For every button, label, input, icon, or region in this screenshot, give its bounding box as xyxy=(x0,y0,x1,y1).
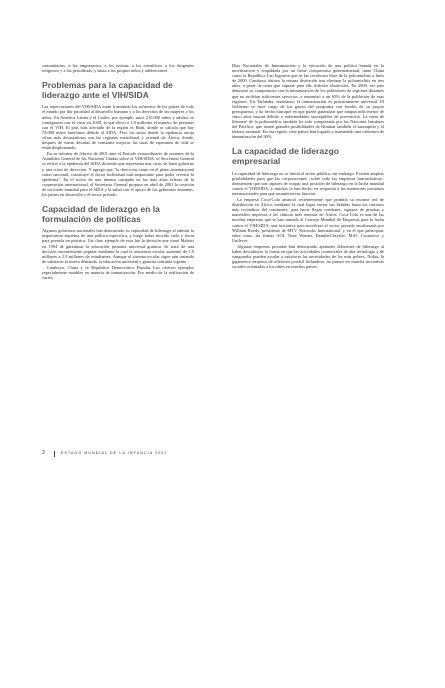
body-paragraph: La capacidad de liderazgo no se limita al sector público, sin embargo. Existen amplias posibilidades para que las corporaciones –sobre todo las empresas farmacéuticas– demuestren que son capaces de ocupar una posición de liderazgo en la lucha mundial contra el VIH/SIDA, y muchas lo han hecho en respuesta a las numerosas presiones internacionales para que asumieran esa función. xyxy=(232,170,384,196)
publication-title: ESTADO MUNDIAL DE LA INFANCIA 2002 xyxy=(61,451,168,455)
body-paragraph: Las repercusiones del VIH/SIDA están frustrando los esfuerzos de los países de todo el mundo por dar prioridad al desarrollo humano y a los derechos de las mujeres y los niños. En América Latina y el Caribe, por ejemplo, unos 210.000 niños y adultos se contagiaron con el virus en 2000, lo que elevó a 1,8 millones el número de personas con el VIH. El país más afectado de la región es Haití, donde se calcula que hay 74.000 niños huérfanos debido al SIDA. Pero los sitios donde la epidemia arroja cifras más devastadoras son las regiones meridional y oriental de África, donde, después de varias décadas de constante mejoría, las tasas de esperanza de vida se están desplomando. xyxy=(42,104,194,151)
intro-paragraph: comunitarios, a los empresarios, a los artistas, a los científicos, a los dirigentes religiosos y a los periodistas; y hasta a los propios niños y adolescentes. xyxy=(42,63,194,74)
body-paragraph: Camboya, China y la República Democrática Popular Lao ofrecen ejemplos especialmente notables en materia de inmunización. Por medio de la realización de varios xyxy=(42,264,194,281)
body-paragraph: Algunos gobiernos nacionales han demostrado su capacidad de liderazgo al admitir la importancia suprema de una política específica, y luego haber movido cielo y tierra para ponerla en práctica. Un claro ejemplo de esto fue la decisión que tomó Malawi en 1994 de garantizar la educación primaria universal gratuita. Se trató de una decisión enormemente popular mediante la cual la asistencia escolar aumentó de 1,9 millones a 2,9 millones de estudiantes. Aunque el sistema escolar sigue aún tratando de satisfacer la nueva demanda, la educación universal y gratuita continúa vigente. xyxy=(42,228,194,264)
left-column xyxy=(42,63,194,281)
body-paragraph: La empresa Coca-Cola anunció recientemente que pondría su enorme red de distribución en África, mediante la cual logra enviar sus bebidas hasta los rincones más recónditos del continente, para hacer llegar condones, equipos de pruebas y materiales impresos a las clínicas más remotas de África. Coca-Cola es una de las muchas empresas que se han sumado al Consejo Mundial de Empresas para la lucha contra el VIH/SIDA, una iniciativa para movilizar al sector privado encabezada por William Roedy, presidente de MTV Networks International, y en el que participan, entre otras, las firmas AOL Time Warner, DaimlerChrysler, MAC Cosmetics y Unilever. xyxy=(232,197,384,243)
section-heading-policy-leadership: Capacidad de liderazgo en la formulación de políticas xyxy=(42,204,160,224)
body-paragraph: Días Nacionales de Inmunización y la ejecución de una política basada en la movilización y respaldada por un firme compromiso gubernamental, tanto China como la República Lao lograron que se las certificara libre de la poliomielitis a fines de 2000. Camboya obtuvo la misma distinción tras eliminar la poliomielitis en tres años, a pesar de tener que superar para ello difíciles obstáculos. En 2000, ese país demostró su compromiso con la inmunización de los pobladores de regiones distantes que no recibían suficientes servicios, e inmunizó a un 65% de la población de esas regiones. En Tailandia, entretanto, la inmunización es prácticamente universal. El Gobierno se hace cargo de los gastos del programa con fondos de su propio presupuesto, y ha hecho hincapié en que puede garantizar que ningún niño menor de cinco años morirá debido a enfermedades susceptibles de prevención. La meta de liberarse de la poliomielitis también ha sido conquistada por las Naciones Insulares del Pacífico, que tienen grandes posibilidades de eliminar también el sarampión y el tétanos neonatal. En esa región, siete países han logrado y mantenido una cobertura de inmunización del 90%. xyxy=(232,63,384,140)
section-heading-business-leadership: La capacidad de liderazgo empresarial xyxy=(232,146,339,166)
body-paragraph: Algunas empresas privadas han demostrado aptitudes diferentes de liderazgo al haber descubierto la forma en que las actividades comerciales de alta tecnología y de vanguardia pueden ayudar a satisfacer las necesidades de los más pobres. Nokia, la gigantesca empresa de telefonía portátil finlandesa, ha puesto en marcha iniciativas sociales orientadas a los niños en muchos países. xyxy=(232,243,384,270)
body-paragraph: En su informe de febrero de 2001 ante el Período extraordinario de sesiones de la Asamblea General de las Naciones Unidas sobre el VIH/SIDA, el Secretario General se refirió a la epidemia del SIDA diciendo que representa una crisis de buen gobierno y una crisis de dirección. Y agregó que "la dirección, tanto en el plano internacional como nacional, constituye el factor individual más importante para poder revertir la epidemia". En el inicio de una intensa campaña en las más altas esferas de la cooperación internacional, el Secretario General propuso en abril de 2001 la creación de un fondo mundial para el SIDA y la salud con el apoyo de los gobiernos donantes, los países en desarrollo y el sector privado. xyxy=(42,151,194,197)
footer-divider xyxy=(54,451,55,457)
page-number: 2 xyxy=(42,450,45,456)
page-footer xyxy=(42,450,194,462)
right-column xyxy=(232,63,384,270)
section-heading-hiv-leadership: Problemas para la capacidad de liderazgo ante el VIH/SIDA xyxy=(42,80,173,100)
